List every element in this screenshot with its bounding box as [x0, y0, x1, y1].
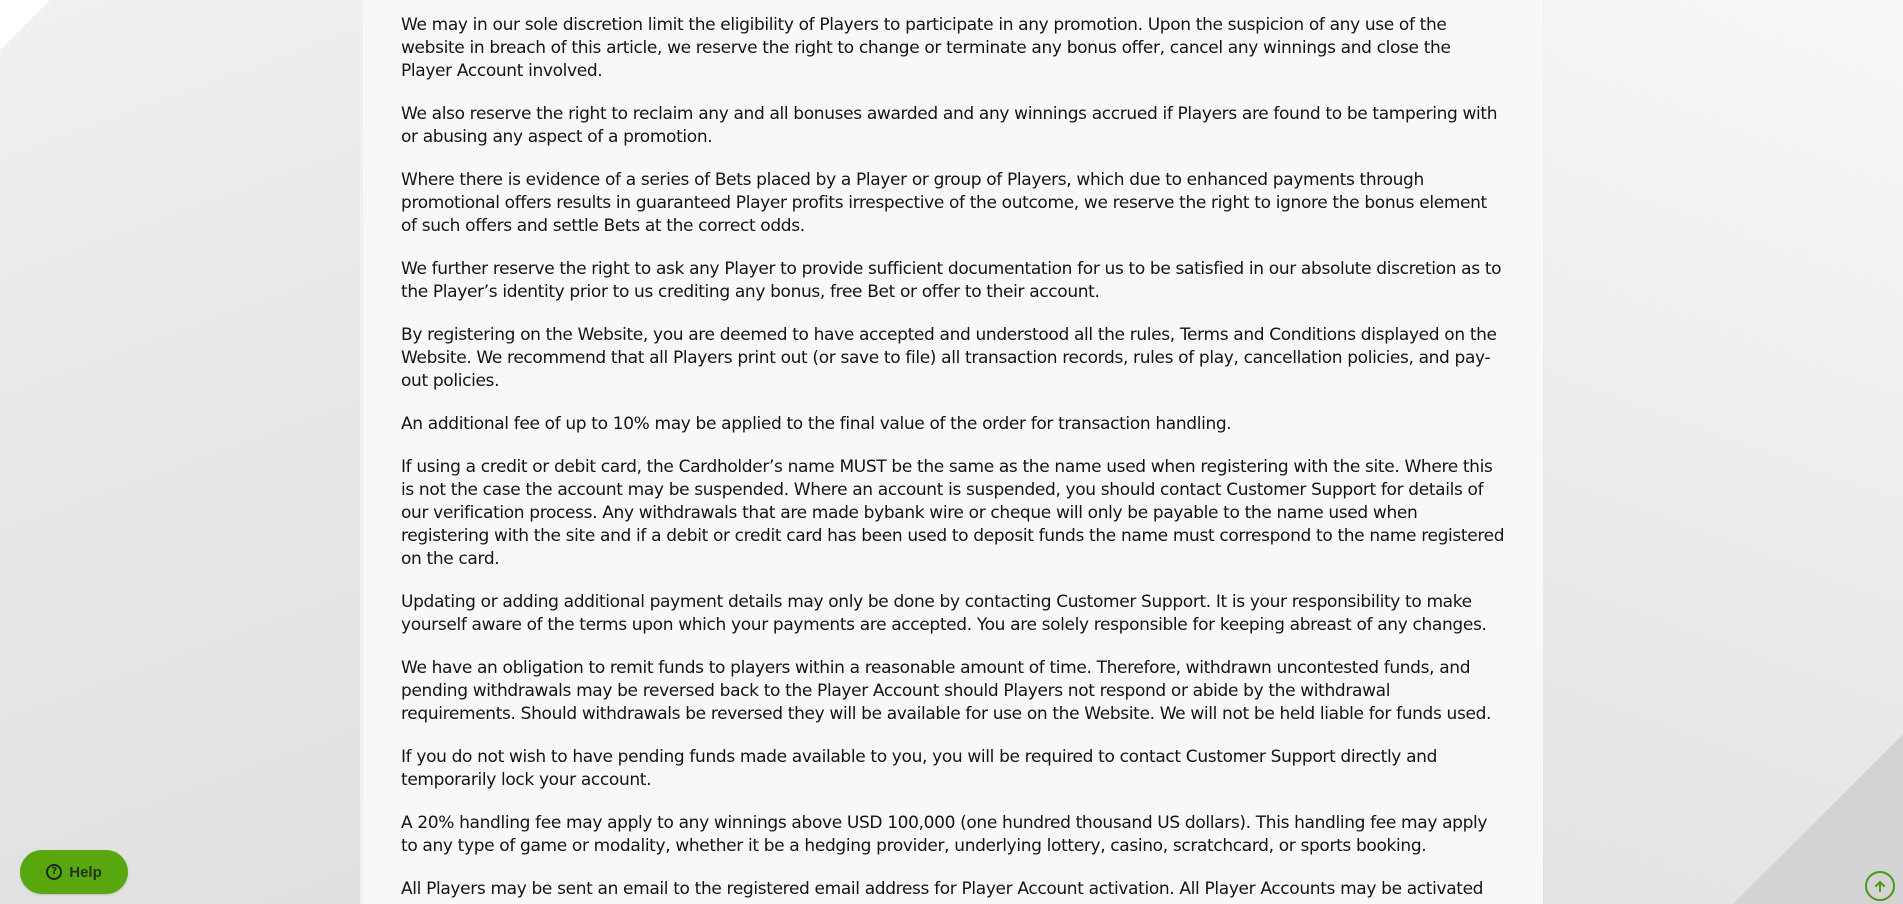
terms-content-panel: [363, 0, 1543, 904]
background-left-panel: [0, 0, 360, 904]
question-circle-icon: ?: [46, 864, 62, 880]
terms-paragraph: If you do not wish to have pending funds made available to you, you will be required to contact Customer Support directly and temporarily lock your account.: [401, 747, 1438, 790]
terms-paragraph: We have an obligation to remit funds to players within a reasonable amount of time. Therefore, withdrawn uncontested funds, and pending withdrawals may be reversed back to the Player Account should Players not respond or abide by the withdrawal requirements. Should withdrawals be reversed they will be available for use on the Website. We will not be held liable for funds used.: [401, 658, 1492, 724]
terms-text-body: [401, 14, 1505, 904]
terms-paragraph: If using a credit or debit card, the Cardholder’s name MUST be the same as the name used when registering with the site. Where this is not the case the account may be suspended. Where an account is suspended, you should contact Customer Support for details of our verification process. Any withdrawals that are made bybank wire or cheque will only be payable to the name used when registering with the site and if a debit or credit card has been used to deposit funds the name must correspond to the name registered on the card.: [401, 457, 1505, 569]
terms-paragraph: An additional fee of up to 10% may be applied to the final value of the order for transaction handling.: [401, 414, 1232, 434]
scroll-to-top-button[interactable]: [1865, 871, 1895, 901]
terms-paragraph: All Players may be sent an email to the registered email address for Player Account activation. All Player Accounts may be activated: [401, 879, 1484, 899]
help-label: Help: [69, 863, 102, 881]
terms-paragraph: Updating or adding additional payment details may only be done by contacting Customer Support. It is your responsibility to make yourself aware of the terms upon which your payments are accepted. You are solely responsible for keeping abreast of any changes.: [401, 592, 1487, 635]
terms-paragraph: We also reserve the right to reclaim any and all bonuses awarded and any winnings accrued if Players are found to be tampering with or abusing any aspect of a promotion.: [401, 104, 1498, 147]
terms-paragraph: By registering on the Website, you are deemed to have accepted and understood all the rules, Terms and Conditions displayed on the Website. We recommend that all Players print out (or save to file) all transaction records, rules of play, cancellation policies, and pay-out policies.: [401, 325, 1497, 391]
help-button[interactable]: [20, 850, 128, 894]
background-corner-left: [0, 0, 50, 50]
terms-paragraph: Where there is evidence of a series of Bets placed by a Player or group of Players, which due to enhanced payments through promotional offers results in guaranteed Player profits irrespective of the outcome, we reserve the right to ignore the bonus element of such offers and settle Bets at the correct odds.: [401, 170, 1487, 236]
terms-paragraph: A 20% handling fee may apply to any winnings above USD 100,000 (one hundred thousand US dollars). This handling fee may apply to any type of game or modality, whether it be a hedging provider, underlying lottery, casino, scratchcard, or sports booking.: [401, 813, 1488, 856]
terms-paragraph: We may in our sole discretion limit the eligibility of Players to participate in any promotion. Upon the suspicion of any use of the website in breach of this article, we reserve the right to change or terminate any bonus offer, cancel any winnings and close the Player Account involved.: [401, 15, 1451, 81]
arrow-up-circle-icon: [1872, 878, 1888, 894]
terms-paragraph: We further reserve the right to ask any Player to provide sufficient documentation for us to be satisfied in our absolute discretion as to the Player’s identity prior to us crediting any bonus, free Bet or offer to their account.: [401, 259, 1502, 302]
